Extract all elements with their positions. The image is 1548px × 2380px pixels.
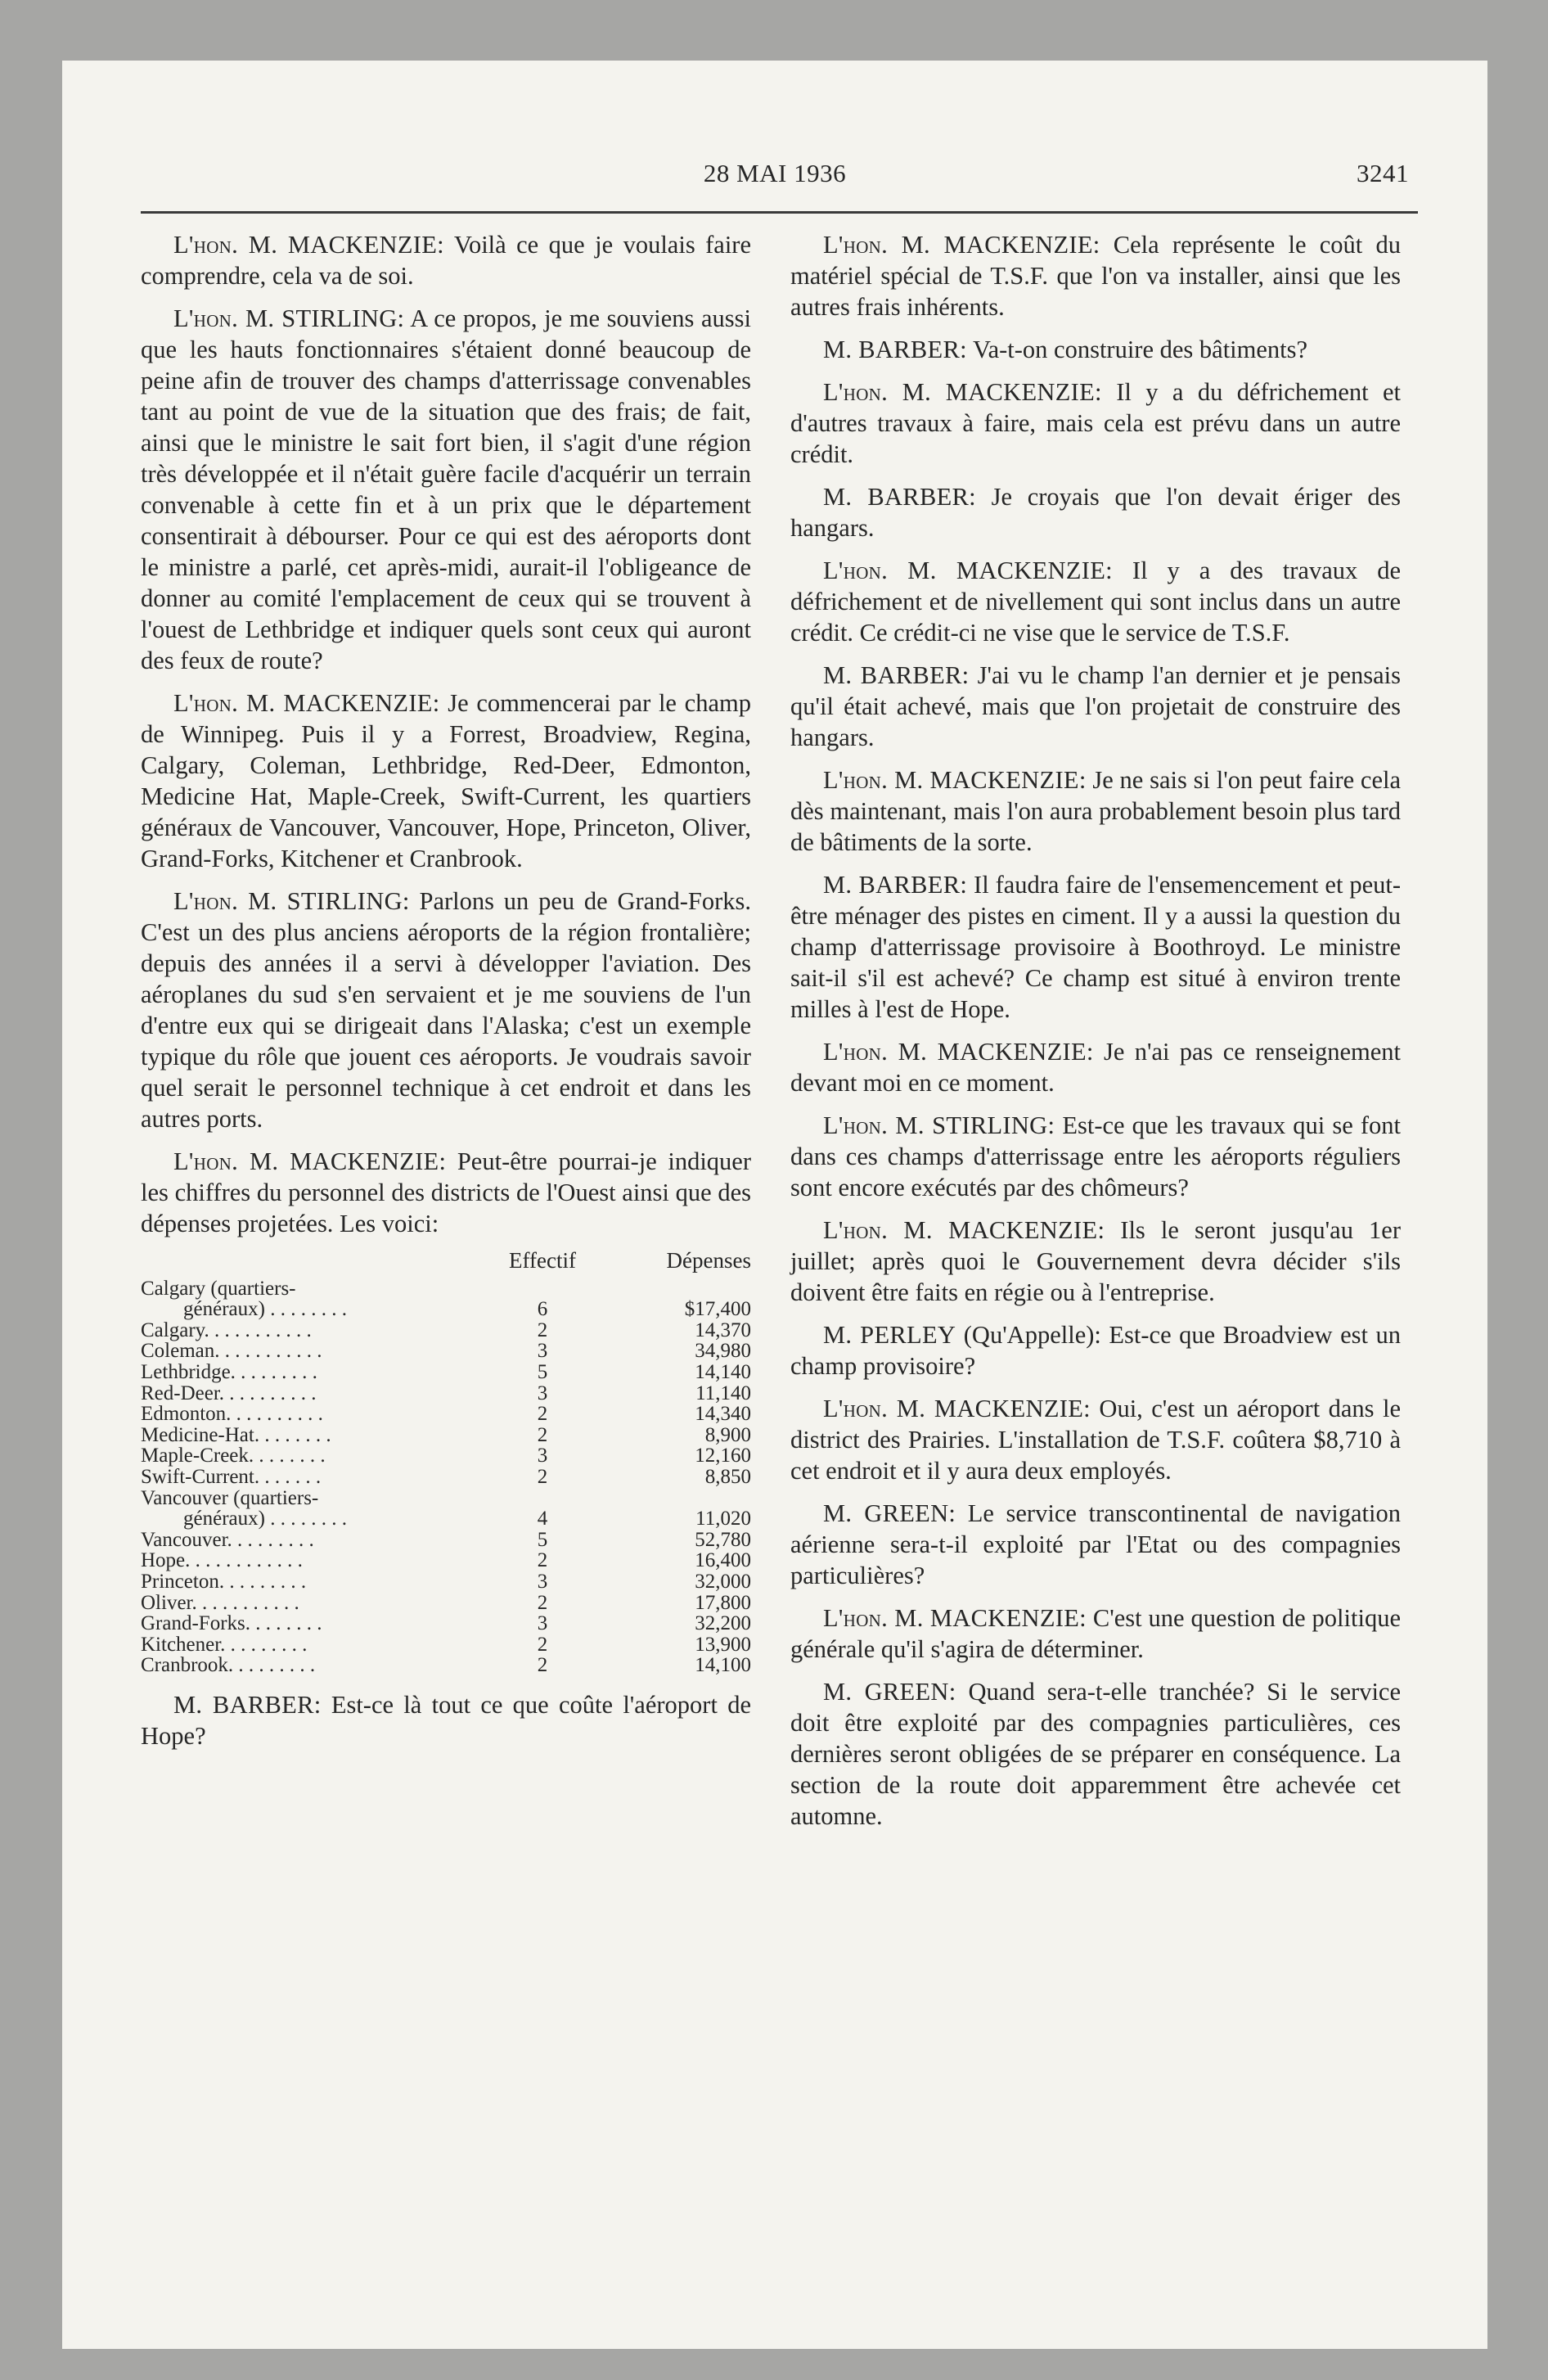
speech-paragraph — [141, 229, 751, 291]
speech-paragraph — [790, 1036, 1401, 1098]
effectif-value: 5 — [537, 1528, 548, 1551]
speech-paragraph — [790, 764, 1401, 858]
speech-paragraph — [790, 1110, 1401, 1203]
speech-text: Je croyais que l'on devait ériger des hangars. — [790, 483, 1402, 542]
table-row — [141, 1571, 751, 1593]
personnel-expense-table — [141, 1248, 751, 1677]
speaker-name: L'hon. M. MACKENZIE: — [173, 689, 440, 717]
depenses-value: 52,780 — [695, 1528, 751, 1551]
table-row — [141, 1320, 751, 1341]
speech-text: Parlons un peu de Grand-Forks. C'est un des plus anciens aéroports de la région frontalière; depuis des années il a servi à développer l'aviation. Des aéroplanes du sud s'en servaient et je me souviens de l'un d'entre eux qui se dirigeait dans l'Alaska; c'est un exemple typique du rôle que jouent ces aéroports. Je voudrais savoir quel serait le personnel technique à cet endroit et dans les autres ports. — [141, 887, 751, 1133]
speaker-name: M. PERLEY — [823, 1321, 956, 1349]
speech-paragraph — [790, 334, 1401, 365]
speech-text: Cela représente le coût du matériel spécial de T.S.F. que l'on va installer, ainsi que les autres frais inhérents. — [790, 231, 1401, 321]
effectif-value: 2 — [537, 1403, 548, 1426]
effectif-value: 3 — [537, 1612, 548, 1635]
speaker-name: L'hon. M. MACKENZIE: — [823, 557, 1113, 584]
speech-paragraph — [790, 1498, 1401, 1591]
district-name-line1: Calgary (quartiers- — [141, 1277, 296, 1300]
district-name: Edmonton. . . . . . . . . . — [141, 1403, 323, 1426]
speech-text: Il y a du défrichement et d'autres travaux à faire, mais cela est prévu dans un autre crédit. — [790, 378, 1401, 468]
effectif-value: 2 — [537, 1318, 548, 1341]
header-depenses: Dépenses — [666, 1248, 751, 1273]
table-row — [141, 1613, 751, 1634]
speech-text: Peut-être pourrai-je indiquer les chiffres du personnel des districts de l'Ouest ainsi que des dépenses projetées. Les voici: — [141, 1147, 751, 1237]
speech-paragraph — [141, 687, 751, 874]
speaker-name: M. BARBER: — [823, 483, 976, 511]
speech-paragraph — [790, 1215, 1401, 1308]
depenses-value: 32,000 — [695, 1570, 751, 1593]
speaker-name: L'hon. M. MACKENZIE: — [823, 766, 1087, 794]
header-effectif: Effectif — [509, 1248, 576, 1273]
depenses-value: 13,900 — [695, 1633, 751, 1656]
speech-text: Est-ce que les travaux qui se font dans ces champs d'atterrissage entre les aéroports réguliers sont encore exécutés par des chômeurs? — [790, 1111, 1401, 1201]
speaker-name: L'hon. M. MACKENZIE: — [173, 1147, 447, 1175]
page-header — [141, 159, 1409, 208]
table-row — [141, 1530, 751, 1551]
district-name: Cranbrook. . . . . . . . . — [141, 1654, 316, 1677]
effectif-value: 2 — [537, 1654, 548, 1677]
speaker-name: L'hon. M. MACKENZIE: — [823, 1604, 1087, 1632]
speech-text: Va-t-on construire des bâtiments? — [966, 336, 1308, 363]
depenses-value: 32,200 — [695, 1612, 751, 1635]
effectif-value: 4 — [537, 1508, 548, 1530]
depenses-value: $17,400 — [684, 1298, 751, 1321]
page-number: 3241 — [1357, 159, 1409, 187]
speaker-name: M. BARBER: — [823, 336, 967, 363]
speech-paragraph — [790, 869, 1401, 1025]
speaker-name: L'hon. M. MACKENZIE: — [173, 231, 444, 259]
district-name: Oliver. . . . . . . . . . . — [141, 1591, 299, 1614]
effectif-value: 2 — [537, 1465, 548, 1488]
speech-text: Il y a des travaux de défrichement et de nivellement qui sont inclus dans un autre crédit. Ce crédit-ci ne vise que le service de T.S.F. — [790, 557, 1401, 647]
speech-text: J'ai vu le champ l'an dernier et je pensais qu'il était achevé, mais que l'on projetait de construire des hangars. — [790, 661, 1401, 751]
speech-paragraph — [141, 1146, 751, 1239]
table-row — [141, 1634, 751, 1656]
speaker-name: L'hon. M. MACKENZIE: — [823, 1038, 1094, 1066]
effectif-value: 3 — [537, 1445, 548, 1467]
effectif-value: 3 — [537, 1340, 548, 1363]
speech-text: Il faudra faire de l'ensemencement et peut-être ménager des pistes en ciment. Il y a aussi la question du champ d'atterrissage provisoire à Boothroyd. Le ministre sait-il s'il est achevé? Ce champ est situé à environ trente milles à l'est de Hope. — [790, 871, 1401, 1023]
speaker-name: M. BARBER: — [823, 871, 968, 899]
speech-text: Oui, c'est un aéroport dans le district des Prairies. L'installation de T.S.F. coûtera $8,710 à cet endroit et il y aura deux employés. — [790, 1395, 1401, 1485]
speaker-name: L'hon. M. MACKENZIE: — [823, 231, 1100, 259]
header-date: 28 MAI 1936 — [703, 159, 847, 187]
depenses-value: 14,100 — [695, 1654, 751, 1677]
table-row — [141, 1593, 751, 1614]
district-name-line1: Vancouver (quartiers- — [141, 1486, 319, 1509]
speech-paragraph — [141, 303, 751, 676]
district-name: Princeton. . . . . . . . . — [141, 1570, 307, 1593]
table-row — [141, 1299, 751, 1320]
speech-text: Quand sera-t-elle tranchée? Si le service doit être exploité par des compagnies particulières, ces dernières seront obligées de se préparer en conséquence. La section de la route doit apparemment être achevée cet automne. — [790, 1678, 1401, 1830]
speaker-name: L'hon. M. MACKENZIE: — [823, 1395, 1091, 1422]
depenses-value: 14,140 — [695, 1360, 751, 1383]
header-rule — [141, 211, 1418, 214]
speech-text: Je commencerai par le champ de Winnipeg. Puis il y a Forrest, Broadview, Regina, Calgary, Coleman, Lethbridge, Red-Deer, Edmonton, Medicine Hat, Maple-Creek, Swift-Current, les quartiers généraux de Vancouver, Vancouver, Hope, Princeton, Oliver, Grand-Forks, Kitchener et Cranbrook. — [141, 689, 751, 872]
speaker-name: M. BARBER: — [823, 661, 970, 689]
table-row — [141, 1404, 751, 1425]
speaker-name: L'hon. M. STIRLING: — [823, 1111, 1055, 1139]
speaker-name: L'hon. M. STIRLING: — [173, 304, 405, 332]
speech-text: (Qu'Appelle): Est-ce que Broadview est un champ provisoire? — [790, 1321, 1402, 1380]
speech-text: Le service transcontinental de navigation aérienne sera-t-il exploité par l'Etat ou des compagnies particulières? — [790, 1499, 1401, 1589]
district-name: Vancouver. . . . . . . . . — [141, 1528, 314, 1551]
effectif-value: 5 — [537, 1360, 548, 1383]
effectif-value: 3 — [537, 1382, 548, 1404]
depenses-value: 8,850 — [704, 1465, 751, 1488]
district-name: généraux) . . . . . . . . — [183, 1298, 347, 1321]
effectif-value: 6 — [537, 1298, 548, 1321]
table-row-label-line — [141, 1488, 751, 1509]
left-column — [141, 229, 751, 1763]
depenses-value: 17,800 — [695, 1591, 751, 1614]
effectif-value: 2 — [537, 1423, 548, 1446]
speech-paragraph — [790, 481, 1401, 543]
district-name: Maple-Creek. . . . . . . . — [141, 1445, 326, 1467]
depenses-value: 16,400 — [695, 1549, 751, 1572]
table-row — [141, 1341, 751, 1362]
speech-text: A ce propos, je me souviens aussi que les hauts fonctionnaires s'étaient donné beaucoup de peine afin de trouver des champs d'atterrissage convenables tant au point de vue de la situation que des frais; de fait, ainsi que le ministre le sait fort bien, il s'agit d'une région très développée et il n'était guère facile d'acquérir un terrain convenable à cette fin et à un prix que le département consentirait à débourser. Pour ce qui est des aéroports dont le ministre a parlé, cet après-midi, aurait-il l'obligeance de donner au comité l'emplacement de ceux qui se trouvent à l'ouest de Lethbridge et indiquer quels sont ceux qui auront des feux de route? — [141, 304, 751, 674]
speech-text: Est-ce là tout ce que coûte l'aéroport de Hope? — [141, 1690, 751, 1750]
speech-text: Je ne sais si l'on peut faire cela dès maintenant, mais l'on aura probablement besoin plus tard de bâtiments de la sorte. — [790, 766, 1402, 856]
speaker-name: M. GREEN: — [823, 1499, 956, 1527]
speech-paragraph — [790, 1676, 1401, 1832]
table-row — [141, 1362, 751, 1383]
district-name: Red-Deer. . . . . . . . . . — [141, 1382, 317, 1404]
district-name: Coleman. . . . . . . . . . . — [141, 1340, 322, 1363]
speech-paragraph — [790, 229, 1401, 322]
right-column — [790, 229, 1401, 1843]
district-name: Calgary. . . . . . . . . . . — [141, 1318, 312, 1341]
effectif-value: 2 — [537, 1549, 548, 1572]
speech-paragraph — [790, 376, 1401, 470]
speech-text: Voilà ce que je voulais faire comprendre, cela va de soi. — [141, 231, 751, 290]
effectif-value: 3 — [537, 1570, 548, 1593]
table-row — [141, 1445, 751, 1467]
depenses-value: 8,900 — [704, 1423, 751, 1446]
table-row-label-line — [141, 1278, 751, 1300]
table-row — [141, 1425, 751, 1446]
speech-text: Je n'ai pas ce renseignement devant moi en ce moment. — [790, 1038, 1401, 1097]
closing-paragraph — [141, 1689, 751, 1751]
depenses-value: 11,140 — [695, 1382, 751, 1404]
speech-paragraph — [141, 886, 751, 1134]
speaker-name: L'hon. M. MACKENZIE: — [823, 378, 1102, 406]
table-row — [141, 1383, 751, 1404]
district-name: Hope. . . . . . . . . . . . — [141, 1549, 303, 1572]
speech-paragraph — [790, 1319, 1401, 1382]
district-name: Lethbridge. . . . . . . . . — [141, 1360, 317, 1383]
district-name: Swift-Current. . . . . . . — [141, 1465, 322, 1488]
speaker-name: L'hon. M. MACKENZIE: — [823, 1216, 1105, 1244]
speech-paragraph — [790, 1602, 1401, 1665]
table-header-row — [141, 1251, 751, 1278]
speaker-name: L'hon. M. STIRLING: — [173, 887, 410, 915]
district-name: Kitchener. . . . . . . . . — [141, 1633, 308, 1656]
speaker-name: M. GREEN: — [823, 1678, 956, 1706]
speech-paragraph — [790, 660, 1401, 753]
table-row — [141, 1508, 751, 1530]
speaker-name: M. BARBER: — [173, 1690, 322, 1719]
speech-paragraph — [790, 555, 1401, 648]
district-name: Grand-Forks. . . . . . . . — [141, 1612, 322, 1635]
speech-text: C'est une question de politique générale qu'il s'agira de déterminer. — [790, 1604, 1401, 1663]
depenses-value: 34,980 — [695, 1340, 751, 1363]
table-row — [141, 1655, 751, 1676]
district-name: généraux) . . . . . . . . — [183, 1508, 347, 1530]
effectif-value: 2 — [537, 1633, 548, 1656]
depenses-value: 11,020 — [695, 1508, 751, 1530]
depenses-value: 14,370 — [695, 1318, 751, 1341]
speech-text: Ils le seront jusqu'au 1er juillet; après quoi le Gouvernement devra décider s'ils doivent être faits en régie ou à l'entreprise. — [790, 1216, 1401, 1306]
speech-paragraph — [790, 1393, 1401, 1486]
table-row — [141, 1467, 751, 1488]
depenses-value: 12,160 — [695, 1445, 751, 1467]
effectif-value: 2 — [537, 1591, 548, 1614]
depenses-value: 14,340 — [695, 1403, 751, 1426]
table-row — [141, 1550, 751, 1571]
document-page — [62, 61, 1487, 2349]
district-name: Medicine-Hat. . . . . . . . — [141, 1423, 331, 1446]
